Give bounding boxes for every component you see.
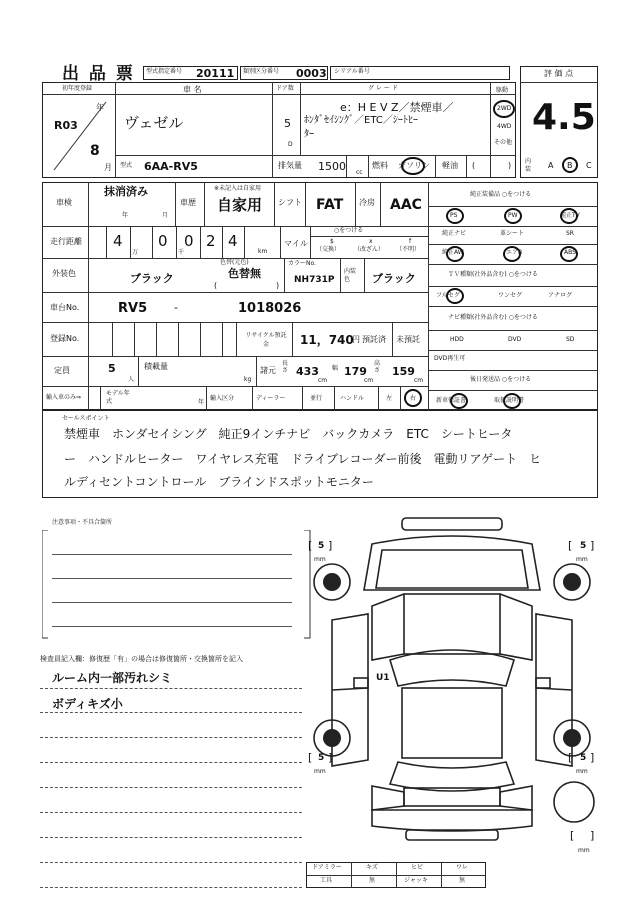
handle-left: 左	[386, 395, 393, 402]
fuel-gas: ガソリン	[398, 161, 430, 170]
tread-fr-unit: mm	[576, 556, 588, 563]
mileage-man: 万	[132, 249, 139, 256]
first-reg-era: R03	[54, 119, 78, 132]
later-warranty: 新車保証書	[436, 397, 467, 404]
fuel-label: 燃料	[372, 161, 388, 170]
color-no-value: NH731P	[294, 275, 335, 285]
displacement-label: 排気量	[278, 161, 302, 170]
tools-r2: 無	[369, 877, 376, 884]
tv-oneseg: ワンセグ	[498, 292, 523, 299]
car-damage-diagram	[312, 510, 612, 850]
tv-fullseg-circle	[446, 288, 464, 304]
odo-unknown: （不明）	[396, 246, 421, 253]
height-value: 159	[392, 365, 415, 378]
class-no: 0003	[296, 67, 327, 80]
recycle-unit: 円	[352, 335, 360, 344]
tread-fr-open: [	[568, 539, 573, 552]
model-year-label: モデル年式	[106, 390, 130, 405]
mileage-digit-3: 0	[184, 232, 194, 250]
grade-line2: ﾎﾝﾀﾞｾｲｼﾝｸﾞ／ETC／ｼｰﾄﾋｰ	[304, 115, 418, 126]
exterior-color-value: ブラック	[130, 272, 174, 285]
tools-r3: ジャッキ	[404, 877, 428, 884]
equip-ps-circle	[446, 208, 464, 224]
tools-r1: 工具	[320, 877, 333, 884]
chassis-no: 1018026	[238, 301, 302, 316]
navi-hdd: HDD	[450, 336, 464, 343]
shaken-month-unit: 月	[162, 212, 169, 219]
caution-frame	[42, 530, 312, 640]
equip-abs-circle	[560, 246, 578, 262]
equip-pw: PW	[508, 212, 518, 219]
height-unit: cm	[414, 377, 424, 384]
ac-value: AAC	[390, 197, 422, 213]
sales-line-1: 禁煙車 ホンダセイシング 純正9インチナビ バックカメラ ETC シートヒータ	[64, 427, 513, 441]
tools-h4: ワレ	[456, 864, 469, 871]
tv-fullseg: フルセグ	[436, 292, 460, 299]
equip-leather: 革シート	[500, 230, 525, 237]
interior-c: C	[586, 161, 592, 170]
shaken-value: 抹消済み	[104, 185, 148, 198]
equipment-title: 純正装備品 ○をつける	[470, 191, 532, 198]
note-line-2: ボディキズ小	[52, 697, 123, 711]
tread-rr-unit: mm	[576, 768, 588, 775]
odo-note: ○をつける	[334, 227, 364, 234]
caution-label: 注意事項・不具合箇所	[52, 519, 113, 526]
fuel-gas-circle	[401, 157, 425, 175]
shift-label: シフト	[278, 198, 302, 207]
displacement-value: 1500	[318, 160, 346, 173]
recycle-status-paid: 預託済	[362, 335, 386, 344]
load-label: 積載量	[144, 362, 168, 371]
interior-b-circle	[562, 157, 578, 173]
navi-title: ナビ種類(社外品含む) ○をつける	[448, 314, 538, 321]
sales-line-3: ルディセントコントロール ブラインドスポットモニター	[64, 475, 374, 489]
form-title: 出 品 票	[62, 64, 135, 84]
capacity-label: 定員	[54, 366, 70, 375]
grade-line3: ﾀｰ	[304, 129, 314, 140]
fuel-diesel: 軽油	[442, 161, 458, 170]
odo-sym2: x	[369, 238, 373, 245]
month-unit: 月	[104, 163, 112, 172]
chassis-label: 車台No.	[50, 303, 80, 312]
date-slash	[50, 98, 110, 174]
displacement-unit: cc	[356, 169, 363, 176]
color-change-label: 色替(元色)	[220, 259, 249, 266]
tread-fl-unit: mm	[314, 556, 326, 563]
tread-spare-open: [	[570, 829, 575, 842]
import-label: 輸入車のみ⇒	[46, 394, 82, 401]
mileage-sen: 千	[178, 249, 185, 256]
tv-analog: アナログ	[548, 292, 573, 299]
color-change-close: )	[276, 281, 280, 290]
handle-right: 右	[410, 395, 417, 402]
drive-label: 駆動	[496, 87, 509, 94]
dvd-play-label: DVD再生可	[434, 355, 466, 362]
tread-rr: 5	[580, 753, 587, 763]
odo-exchange: （交換）	[316, 246, 341, 253]
tread-fr: 5	[580, 541, 587, 551]
history-note: ※未記入は自家用	[214, 185, 262, 192]
tread-fl: 5	[318, 541, 325, 551]
tools-r4: 無	[459, 877, 466, 884]
color-change-value: 色替無	[228, 267, 261, 280]
tread-spare-unit: mm	[578, 847, 590, 854]
exterior-color-label: 外装色	[52, 269, 76, 278]
import-dealer: ディーラー	[256, 395, 286, 402]
year-unit: 年	[96, 103, 104, 112]
car-name: ヴェゼル	[124, 114, 184, 132]
mileage-digit-2: 0	[158, 232, 168, 250]
mileage-digit-5: 4	[228, 232, 238, 250]
drive-4wd: 4WD	[497, 123, 512, 130]
damage-mark-u1: U1	[376, 673, 390, 683]
model-label: 型式	[120, 162, 133, 169]
width-unit: cm	[364, 377, 374, 384]
grade-label: グ レ ー ド	[368, 85, 398, 92]
score-value: 4.5	[532, 97, 596, 138]
import-parallel: 並行	[310, 395, 323, 402]
tread-rr-open: [	[568, 751, 573, 764]
equip-sr: SR	[566, 230, 574, 237]
color-change-open: (	[214, 281, 218, 290]
length-label: 長さ	[282, 360, 289, 374]
fuel-other-close: )	[508, 161, 512, 170]
drive-2wd: 2WD	[497, 105, 512, 112]
mileage-unit: km	[258, 248, 268, 255]
chassis-prefix: RV5	[118, 301, 148, 316]
interior-grade-label: 内装	[525, 158, 532, 173]
interior-color-label: 内装色	[344, 268, 357, 283]
tread-rl-unit: mm	[314, 768, 326, 775]
later-manual: 取扱説明書	[494, 397, 525, 404]
note-line-1: ルーム内一部汚れシミ	[52, 671, 173, 685]
load-unit: kg	[244, 376, 252, 383]
model-year-unit: 年	[198, 399, 205, 406]
tools-h1: ドアミラー	[312, 864, 342, 871]
car-name-label: 車 名	[183, 85, 202, 94]
model-cert-no: 20111	[196, 67, 235, 80]
odo-sym3: f	[409, 238, 412, 245]
tools-h2: キズ	[366, 864, 378, 871]
equip-navi: 純正ナビ	[442, 230, 467, 237]
import-cat-label: 輸入区分	[210, 395, 235, 402]
class-label: 類別区分番号	[243, 68, 280, 75]
sales-line-2: ー ハンドルヒーター ワイヤレス充電 ドライブレコーダー前後 電動リアゲート ヒ	[64, 452, 542, 466]
recycle-value: 11，740	[300, 333, 354, 347]
model-cert-label: 型式指定番号	[146, 68, 183, 75]
equip-pw-circle	[504, 208, 522, 224]
color-no-label: カラーNo.	[288, 260, 316, 267]
score-label: 評 価 点	[544, 69, 574, 78]
first-reg-label: 初年度登録	[62, 85, 93, 92]
width-value: 179	[344, 365, 367, 378]
recycle-label: リサイクル預託金	[245, 332, 287, 348]
equip-tv-circle	[560, 208, 578, 224]
height-label: 高さ	[374, 360, 381, 374]
equip-airbag: エアB	[506, 249, 523, 256]
tread-rl: 5	[318, 753, 325, 763]
shaken-year-unit: 年	[122, 212, 129, 219]
navi-dvd: DVD	[508, 336, 522, 343]
history-label: 車歴	[180, 198, 196, 207]
doors-unit: D	[288, 141, 293, 148]
interior-a: A	[548, 161, 554, 170]
tv-title: ＴＶ種類(社外品含む) ○をつける	[448, 271, 538, 278]
model-value: 6AA-RV5	[144, 160, 198, 173]
odo-modified: （改ざん）	[354, 246, 385, 253]
equip-tv: 純正TV	[560, 212, 580, 219]
doors-value: 5	[284, 117, 291, 130]
mileage-label: 走行距離	[50, 237, 82, 246]
length-unit: cm	[318, 377, 328, 384]
dims-label: 諸元	[260, 366, 276, 375]
chassis-dash: -	[174, 301, 178, 314]
later-title: 後日発送品 ○をつける	[470, 376, 532, 383]
handle-label: ハンドル	[340, 395, 365, 402]
tread-rl-open: [	[308, 751, 313, 764]
fuel-other: (	[472, 161, 476, 170]
navi-sd: SD	[566, 336, 575, 343]
grade-line1: e：H E V Z／禁煙車／	[340, 101, 454, 114]
capacity-unit: 人	[128, 376, 135, 383]
ac-label: 冷房	[359, 198, 375, 207]
drive-2wd-circle	[493, 100, 515, 118]
equip-aw: 純正AW	[442, 249, 464, 256]
length-value: 433	[296, 365, 319, 378]
equip-ps: PS	[450, 212, 458, 219]
interior-b: B	[567, 161, 573, 170]
recycle-status-unpaid: 未預託	[396, 335, 420, 344]
reg-label: 登録No.	[50, 334, 80, 343]
odo-sym1: $	[330, 238, 334, 245]
capacity-value: 5	[108, 362, 116, 375]
inspector-label: 検査員記入欄：修復歴「有」の場合は修復箇所・交換箇所を記入	[40, 655, 243, 663]
shaken-label: 車検	[56, 198, 72, 207]
history-value: 自家用	[217, 196, 263, 214]
width-label: 幅	[332, 365, 339, 372]
shift-value: FAT	[316, 197, 344, 213]
tread-fl-open: [	[308, 539, 313, 552]
handle-right-circle	[404, 389, 422, 407]
later-manual-circle	[503, 393, 521, 409]
equip-airbag-circle	[503, 246, 521, 262]
equip-aw-circle	[446, 246, 464, 262]
sales-label: セールスポイント	[62, 415, 110, 422]
mile-label: マイル	[284, 239, 308, 248]
mileage-digit-1: 4	[113, 232, 123, 250]
first-reg-month: 8	[90, 143, 100, 159]
serial-label: シリアル番号	[334, 68, 370, 75]
equip-abs: ABS	[564, 249, 576, 256]
interior-color-value: ブラック	[372, 272, 416, 285]
mileage-digit-4: 2	[206, 232, 216, 250]
doors-label: ドア数	[276, 85, 294, 92]
drive-other: その他	[494, 139, 513, 146]
later-warranty-circle	[450, 393, 468, 409]
tools-h3: ヒビ	[411, 864, 424, 871]
